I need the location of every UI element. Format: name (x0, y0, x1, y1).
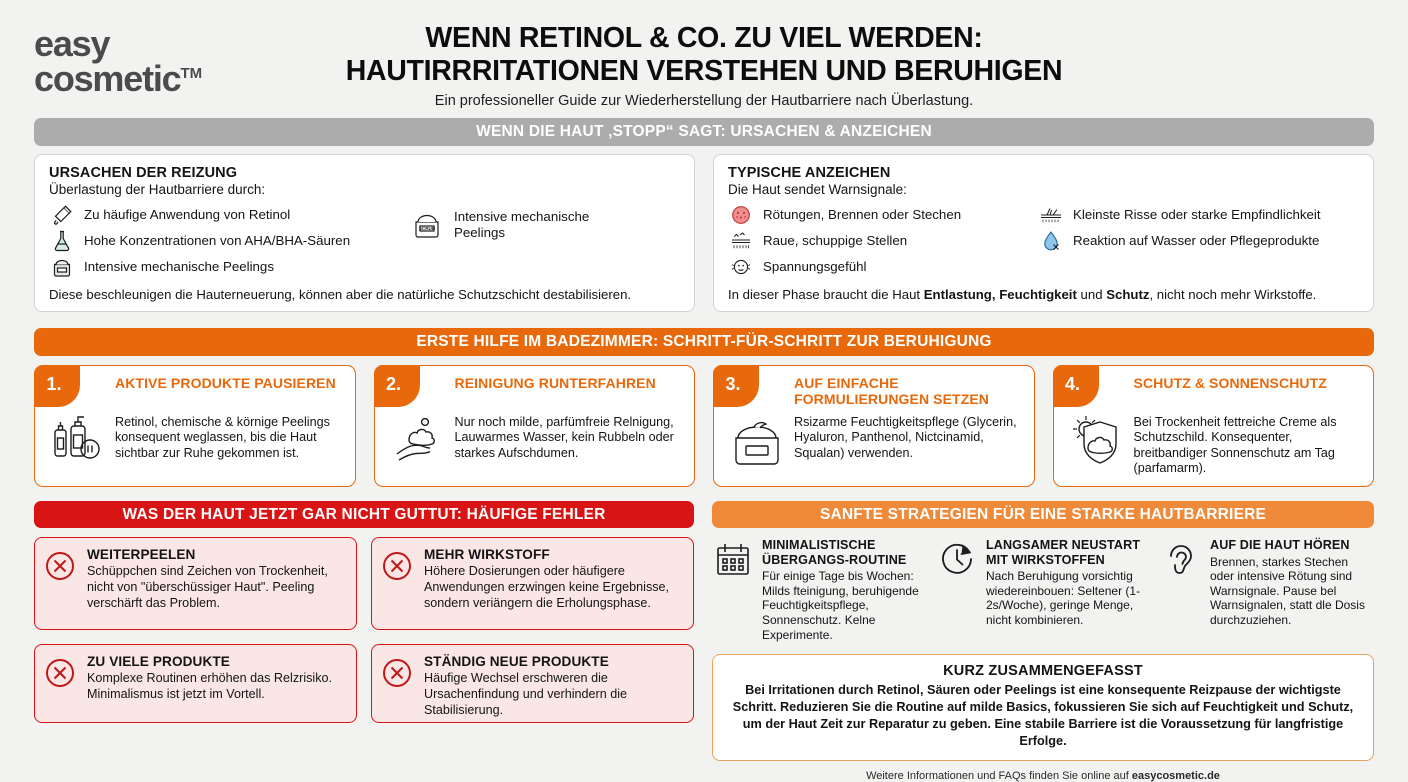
mistake-card-2 (371, 537, 694, 630)
step-number-1: 1. (34, 365, 80, 407)
mistakes-column (34, 501, 694, 782)
step-card-4[interactable] (1053, 365, 1375, 487)
list-item (728, 254, 1028, 280)
section-causes-signs (34, 118, 1374, 312)
mistake-card-3 (34, 644, 357, 723)
mistake-title-4: STÄNDIG NEUE PRODUKTE (424, 654, 609, 670)
step-title-1: AKTIVE PRODUKTE PAUSIEREN (115, 375, 336, 392)
signs-footer-bold-2: Schutz (1106, 287, 1150, 302)
mistake-text-3: Komplexe Routinen erhöhen das Relzrisiko. Minimalismus ist jetzt im Vortell. (87, 671, 333, 701)
summary-box (712, 654, 1374, 761)
svg-text:SCRUB: SCRUB (418, 226, 436, 231)
cause-label: Intensive mechanische Peelings (454, 209, 590, 240)
signs-title: TYPISCHE ANZEICHEN (728, 165, 891, 181)
x-circle-icon (381, 654, 415, 713)
signs-subtitle: Die Haut sendet Warnsignale: (728, 182, 907, 197)
page-subtitle: Ein professioneller Guide zur Wiederherstellung der Hautbarriere nach Überlastung. (434, 93, 974, 110)
strategy-title-2: LANGSAMER NEUSTART MIT WIRKSTOFFEN (986, 538, 1141, 567)
signs-footer-mid: und (1076, 287, 1107, 302)
sign-label: Raue, schuppige Stellen (763, 233, 908, 249)
step-title-3: AUF EINFACHE FORMULIERUNGEN SETZEN (794, 375, 989, 408)
step-text-2: Nur noch milde, parfümfreie Relnigung, Lauwarmes Wasser, kein Rubbeln oder starkes Aufschdumen. (454, 415, 674, 460)
header-titles (0, 22, 1408, 109)
flaky-skin-icon (728, 228, 754, 254)
page-title-line-1: WENN RETINOL & CO. ZU VIEL WERDEN: (425, 22, 983, 54)
cause-label: Hohe Konzentrationen von AHA/BHA-Säuren (84, 233, 351, 249)
section-mistakes-and-strategies (34, 501, 1374, 782)
strategy-3 (1162, 538, 1372, 642)
strategy-title-1: MINIMALISTISCHE ÜBERGANGS-ROUTINE (762, 538, 907, 567)
summary-title: KURZ ZUSAMMENGEFASST (943, 663, 1143, 680)
signs-footer-post: , nicht noch mehr Wirkstoffe. (1149, 287, 1317, 302)
strategy-2 (938, 538, 1148, 642)
sign-label: Spannungsgefühl (763, 259, 867, 275)
red-face-icon (728, 202, 754, 228)
signs-footer (728, 287, 1359, 303)
scrub-tub-icon (409, 207, 445, 243)
logo-line-2: cosmetic (34, 58, 181, 100)
x-circle-icon (44, 547, 78, 620)
summary-text: Bei Irritationen durch Retinol, Säuren oder Peelings ist eine konsequente Reizpause der wichtigste Schritt. Reduzieren Sie die Routine auf milde Basics, fokussieren Sie sich auf Feuchtigkeit und Schutz, um der Haut Zeit zur Reparatur zu geben. Eine stabile Barriere ist die Voraussetzung für langfristige Erfolge. (732, 683, 1354, 748)
ear-icon (1162, 538, 1202, 642)
step-card-2[interactable] (374, 365, 696, 487)
causes-card (34, 154, 695, 312)
cause-label: Intensive mechanische Peelings (84, 259, 274, 275)
mistake-text-4: Häufige Wechsel erschweren die Ursachenfindung und verhindern die Stabilisierung. (424, 671, 628, 717)
x-circle-icon (44, 654, 78, 713)
sign-label: Reaktion auf Wasser oder Pflegeprodukte (1073, 233, 1320, 249)
footnote (712, 770, 1374, 782)
mistake-text-2: Höhere Dosierungen oder häufigere Anwendungen erzwingen keine Ergebnisse, sondern veriängern die Erholungsphase. (424, 564, 670, 610)
step-text-1: Retinol, chemische & körnige Peelings konsequent weglassen, bis die Haut sichtbar zur Ruhe gekommen ist. (115, 415, 330, 460)
cracks-icon (1038, 202, 1064, 228)
tight-face-icon (728, 254, 754, 280)
page-header (0, 0, 1408, 118)
logo-line-1: easy (34, 23, 110, 64)
step-title-2: REINIGUNG RUNTERFAHREN (454, 375, 656, 392)
section2-band: ERSTE HILFE IM BADEZIMMER: SCHRITT-FÜR-SCHRITT ZUR BERUHIGUNG (34, 328, 1374, 356)
causes-title: URSACHEN DER REIZUNG (49, 165, 238, 181)
list-item (49, 202, 399, 228)
flask-icon (49, 228, 75, 254)
dropper-icon (49, 202, 75, 228)
trademark-symbol: TM (180, 65, 203, 83)
signs-footer-bold-1: Entlastung, Feuchtigkeit (923, 287, 1077, 302)
step-number-2: 2. (374, 365, 420, 407)
causes-subtitle: Überlastung der Hautbarriere durch: (49, 182, 266, 197)
strategy-text-2: Nach Beruhigung vorsichtig wiedereinbouen: Seltener (1-2s/Woche), geringe Menge, nicht kombinieren. (986, 569, 1141, 627)
sign-label: Kleinste Risse oder starke Empfindlichkeit (1073, 207, 1321, 223)
page-title-line-2: HAUTIRRRITATIONEN VERSTEHEN UND BERUHIGEN (345, 55, 1063, 88)
strategy-1 (714, 538, 924, 642)
step-number-4: 4. (1053, 365, 1099, 407)
mistake-title-1: WEITERPEELEN (87, 547, 196, 563)
step-title-4: SCHUTZ & SONNENSCHUTZ (1133, 375, 1327, 392)
mistake-text-1: Schüppchen sind Zeichen von Trockenheit, nicht von "überschüssiger Haut". Peeling verschärft das Problem. (87, 564, 328, 610)
signs-footer-pre: In dieser Phase braucht die Haut (728, 287, 924, 302)
water-drop-icon (1038, 228, 1064, 254)
mistake-title-3: ZU VIELE PRODUKTE (87, 654, 230, 670)
cause-label: Zu häufige Anwendung von Retinol (84, 207, 291, 223)
list-item (728, 228, 1028, 254)
step-card-1[interactable] (34, 365, 356, 487)
list-item (409, 202, 680, 248)
calendar-icon (714, 538, 754, 642)
strategy-text-3: Brennen, starkes Stechen oder intensive Rötung sind Warnsignale. Pause bel Warnsignalen, statt dle Dosis durchzuziehen. (1210, 554, 1365, 628)
causes-footer: Diese beschleunigen die Hauterneuerung, können aber die natürliche Schutzschicht destabilisieren. (49, 287, 632, 302)
list-item (49, 228, 399, 254)
sign-label: Rötungen, Brennen oder Stechen (763, 207, 962, 223)
step-number-3: 3. (713, 365, 759, 407)
section1-band: WENN DIE HAUT ‚STOPP“ SAGT: URSACHEN & ANZEICHEN (34, 118, 1374, 146)
mistake-card-4 (371, 644, 694, 723)
scrub-jar-icon (49, 254, 75, 280)
clock-arrow-icon (938, 538, 978, 642)
list-item (1038, 228, 1359, 254)
step-text-4: Bei Trockenheit fettreiche Creme als Schutzschild. Konsequenter, breitbandiger Sonnenschutz am Tag (parfamarm). (1133, 415, 1337, 476)
list-item (49, 254, 399, 280)
footnote-link[interactable]: easycosmetic.de (1131, 769, 1220, 782)
footnote-text: Weitere Informationen und FAQs finden Sie online auf (866, 769, 1132, 782)
strategy-title-3: AUF DIE HAUT HÖREN (1210, 538, 1350, 553)
strategy-text-1: Für einige Tage bis Wochen: Milds fteinigung, beruhigende Feuchtigkeitspflege, Sonnenschutz. Kelne Experimente. (762, 569, 919, 642)
mistake-card-1 (34, 537, 357, 630)
list-item (728, 202, 1028, 228)
mistake-title-2: MEHR WIRKSTOFF (424, 547, 550, 563)
strategies-band: SANFTE STRATEGIEN FÜR EINE STARKE HAUTBARRIERE (712, 501, 1374, 528)
section-first-aid-steps (34, 328, 1374, 487)
signs-card (713, 154, 1374, 312)
mistakes-band: WAS DER HAUT JETZT GAR NICHT GUTTUT: HÄUFIGE FEHLER (34, 501, 694, 528)
step-text-3: Rsizarme Feuchtigkeitspflege (Glycerin, Hyaluron, Panthenol, Nictcinamid, Squalan) verwenden. (794, 415, 1017, 460)
strategies-column (712, 501, 1374, 782)
list-item (1038, 202, 1359, 228)
x-circle-icon (381, 547, 415, 620)
step-card-3[interactable] (713, 365, 1035, 487)
brand-logo (34, 18, 203, 100)
